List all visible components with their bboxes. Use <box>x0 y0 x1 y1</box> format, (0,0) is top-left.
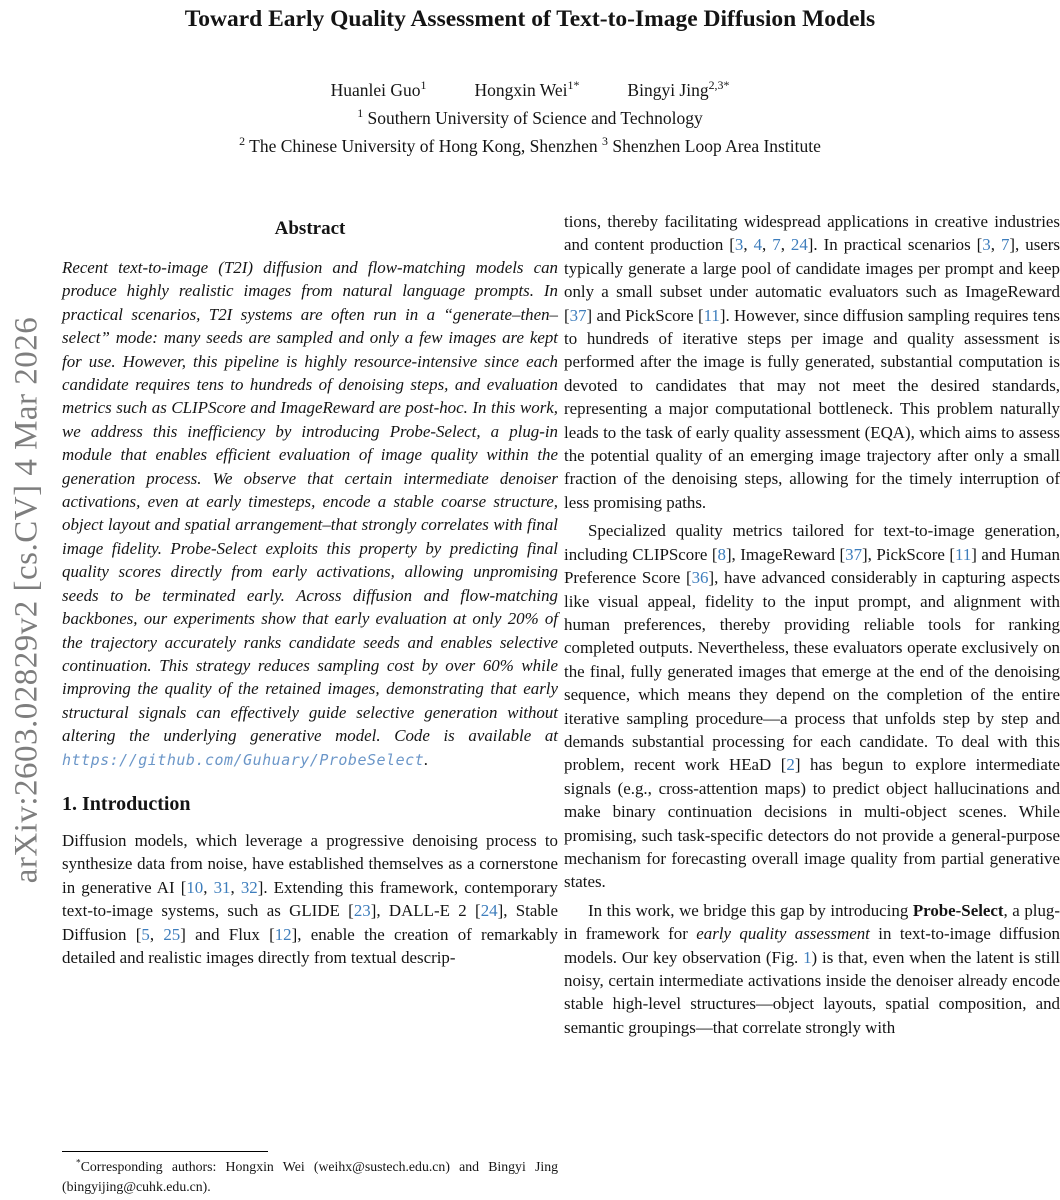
body-paragraph: In this work, we bridge this gap by introducing Probe-Select, a plug-in framework for early quality assessment in text-to-image diffusion models. Our key observation (Fig. 1) is that, even when the latent is still noisy, certain intermediate activations inside the denoiser already encode stable high-level structures—object layouts, spatial composition, and semantic groupings—that correlate strongly with <box>564 900 1060 1037</box>
citation-link[interactable]: 37 <box>845 544 863 564</box>
citation-link[interactable]: 5 <box>141 924 150 944</box>
corresponding-authors-footnote: *Corresponding authors: Hongxin Wei (weihx@sustech.edu.cn) and Bingyi Jing (bingyijing@cuhk.edu.cn). <box>62 1158 558 1194</box>
github-url-link[interactable]: https://github.com/Guhuary/ProbeSelect <box>62 750 425 769</box>
citation-link[interactable]: 10 <box>186 877 204 897</box>
page-title: Toward Early Quality Assessment of Text-to-Image Diffusion Models <box>184 6 876 32</box>
citation-link[interactable]: 7 <box>772 235 781 255</box>
author-name: Hongxin Wei$^{1*}$ <box>474 78 580 100</box>
abstract-heading: Abstract <box>274 218 346 239</box>
citation-link[interactable]: 23 <box>353 901 371 921</box>
citation-link[interactable]: 11 <box>955 544 972 564</box>
arxiv-stamp: arXiv:2603.02829v2 [cs.CV] 4 Mar 2026 <box>8 316 45 884</box>
affiliation-line: $^1$ Southern University of Science and Technology <box>357 106 703 128</box>
author-name: Bingyi Jing$^{2,3*}$ <box>627 78 730 100</box>
citation-link[interactable]: 25 <box>163 924 181 944</box>
authors-row <box>0 76 1060 104</box>
citation-link[interactable]: 3 <box>734 235 744 255</box>
right-column <box>564 210 1060 1200</box>
affiliation-line: $^2$ The Chinese University of Hong Kong, Shenzhen $^3$ Shenzhen Loop Area Institute <box>239 134 821 156</box>
citation-link[interactable]: 4 <box>753 235 763 255</box>
citation-link[interactable]: 3 <box>982 235 991 255</box>
citation-link[interactable]: 37 <box>569 305 587 325</box>
intro-paragraph: Diffusion models, which leverage a progressive denoising process to synthesize data from noise, have established themselves as a cornerstone in generative AI [10, 31, 32]. Extending this framework, contemporary text-to-image systems, such as GLIDE [23], DALL-E 2 [24], Stable Diffusion [5, 25] and Flux [12], enable the creation of remarkably detailed and realistic images directly from textual descrip- <box>62 830 559 967</box>
body-paragraph: tions, thereby facilitating widespread applications in creative industries and content production [3, 4, 7, 24]. In practical scenarios [3, 7], users typically generate a large pool of candidate images per prompt and keep only a small subset under automatic evaluators such as ImageReward [37] and PickScore [11]. However, since diffusion sampling requires tens to hundreds of iterative steps per image and quality assessment is performed after the image is fully generated, substantial computation is devoted to candidates that may not meet the desired standards, representing a major computational bottleneck. This problem naturally leads to the task of early quality assessment (EQA), which aims to assess the potential quality of an emerging image trajectory after only a small fraction of the denoising steps, allowing for the timely interruption of less promising paths. <box>564 212 1060 512</box>
author-name: Huanlei Guo$^1$ <box>330 78 427 100</box>
body-paragraph: Specialized quality metrics tailored for text-to-image generation, including CLIPScore [8], ImageReward [37], PickScore [11] and Human Preference Score [36], have advanced considerably in capturing aspects like visual appeal, fidelity to the input prompt, and alignment with human preferences, thereby providing reliable tools for ranking completed outputs. Nevertheless, these evaluators operate exclusively on the final, fully generated images that emerge at the end of the denoising sequence, which means they depend on the completion of the entire iterative sampling procedure—a process that unfolds step by step and demands substantial processing for each candidate. To deal with this problem, recent work HEaD [2] has begun to explore intermediate signals (e.g., cross-attention maps) to predict object hallucinations and make binary continuation decisions in multi-object scenes. While promising, such task-specific detectors do not provide a general-purpose mechanism for forecasting overall image quality from partial generative states. <box>564 521 1060 892</box>
left-column <box>62 214 558 1200</box>
section-heading-introduction: 1. Introduction <box>62 792 191 815</box>
citation-link[interactable]: 24 <box>480 901 498 921</box>
citation-link[interactable]: 36 <box>691 568 709 588</box>
citation-link[interactable]: 24 <box>790 235 808 255</box>
abstract-paragraph: Recent text-to-image (T2I) diffusion and flow-matching models can produce highly realistic images from natural language prompts. In practical scenarios, T2I systems are often run in a “generate–then–select” mode: many seeds are sampled and only a few images are kept for use. However, this pipeline is highly resource-intensive since each candidate requires tens to hundreds of denoising steps, and evaluation metrics such as CLIPScore and ImageReward are post-hoc. In this work, we address this inefficiency by introducing Probe-Select, a plug-in module that enables efficient evaluation of image quality within the generation process. We observe that certain intermediate denoiser activations, even at early timesteps, encode a stable coarse structure, object layout and spatial arrangement–that strongly correlates with final image fidelity. Probe-Select exploits this property by predicting final quality scores directly from early activations, allowing unpromising seeds to be terminated early. Across diffusion and flow-matching backbones, our experiments show that early evaluation at only 20% of the trajectory accurately ranks candidate seeds and enables selective continuation. This strategy reduces sampling cost by over 60% while improving the quality of the retained images, demonstrating that early structural signals can effectively guide selective generation without altering the underlying generative model. Code is available at https://github.com/Guhuary/ProbeSelect. <box>62 258 558 769</box>
citation-link[interactable]: 32 <box>240 877 258 897</box>
citation-link[interactable]: 8 <box>717 544 726 564</box>
author-block <box>0 76 1060 160</box>
citation-link[interactable]: 12 <box>274 924 292 944</box>
citation-link[interactable]: 2 <box>786 755 795 775</box>
citation-link[interactable]: 1 <box>803 947 812 967</box>
citation-link[interactable]: 31 <box>213 877 231 897</box>
footnote-block <box>62 1151 558 1196</box>
citation-link[interactable]: 7 <box>1000 235 1010 255</box>
citation-link[interactable]: 11 <box>703 305 720 325</box>
footnote-rule <box>62 1151 268 1152</box>
